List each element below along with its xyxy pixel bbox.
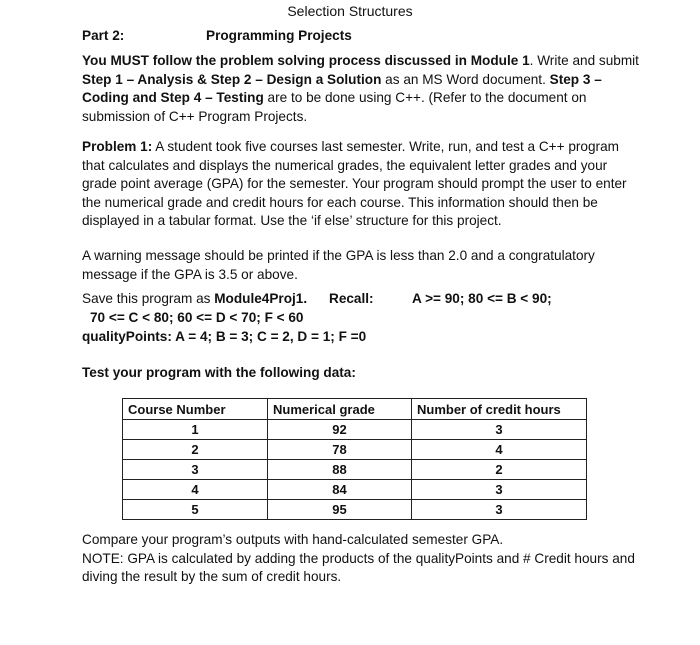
table-row [123,460,587,480]
compare-paragraph [82,531,642,587]
save-prefix: Save this program as [82,291,215,306]
cell-course: 2 [123,440,268,460]
warning-paragraph: A warning message should be printed if the GPA is less than 2.0 and a congratulatory message if the GPA is 3.5 or above. [82,248,595,282]
grade-range-c-d-f: 70 <= C < 80; 60 <= D < 70; F < 60 [90,310,304,325]
table-header-row [123,399,587,420]
problem-label: Problem 1: [82,139,153,154]
cell-grade: 78 [268,440,412,460]
save-filename: Module4Proj1. [214,291,308,306]
recall-label: Recall: [329,291,374,306]
cell-course: 4 [123,480,268,500]
problem-text: A student took five courses last semester. Write, run, and test a C++ program that calculates and displays the numerical grades, the equivalent letter grades and your grade point average (GPA) for the semester. Your program should prompt the user to enter the numerical grade and credit hours for each course. This information should then be displayed in a tabular format. Use the ‘if else’ structure for this project. [82,139,627,229]
cell-course: 3 [123,460,268,480]
test-data-table [122,398,587,520]
cell-course: 5 [123,500,268,520]
part-title: Programming Projects [206,28,352,43]
intro-bold-1: You MUST follow the problem solving process discussed in Module 1 [82,53,530,68]
table-row [123,420,587,440]
grade-range-a-b: A >= 90; 80 <= B < 90; [412,291,552,306]
cell-credits: 4 [412,440,587,460]
intro-text-1: . Write and submit [529,53,639,68]
intro-text-3: are to be done using C++. (Refer to the document on submission of C++ Program Projects. [82,90,587,124]
header-numerical-grade: Numerical grade [268,399,412,420]
table-row [123,500,587,520]
cell-credits: 3 [412,480,587,500]
test-heading: Test your program with the following data: [82,365,356,380]
save-line [82,290,642,309]
cell-course: 1 [123,420,268,440]
cell-grade: 95 [268,500,412,520]
intro-text-2: as an MS Word document. [381,71,550,87]
part-label: Part 2: [82,28,125,43]
cell-grade: 88 [268,460,412,480]
header-credit-hours: Number of credit hours [412,399,587,420]
cell-credits: 3 [412,500,587,520]
gpa-note: NOTE: GPA is calculated by adding the products of the qualityPoints and # Credit hours and diving the result by the sum of credit hours. [82,550,635,585]
quality-points: qualityPoints: A = 4; B = 3; C = 2, D = 1; F =0 [82,329,367,344]
cell-credits: 2 [412,460,587,480]
cell-grade: 84 [268,480,412,500]
page-title: Selection Structures [287,3,413,19]
problem-paragraph [82,138,642,231]
compare-line: Compare your program’s outputs with hand-calculated semester GPA. [82,532,504,547]
table-row [123,440,587,460]
table-row [123,480,587,500]
intro-paragraph [82,52,642,126]
cell-credits: 3 [412,420,587,440]
header-course-number: Course Number [123,399,268,420]
intro-bold-3: Step 3 – Coding and Step 4 – Testing [82,71,602,106]
intro-bold-2: Step 1 – Analysis & Step 2 – Design a Solution [82,71,382,87]
cell-grade: 92 [268,420,412,440]
